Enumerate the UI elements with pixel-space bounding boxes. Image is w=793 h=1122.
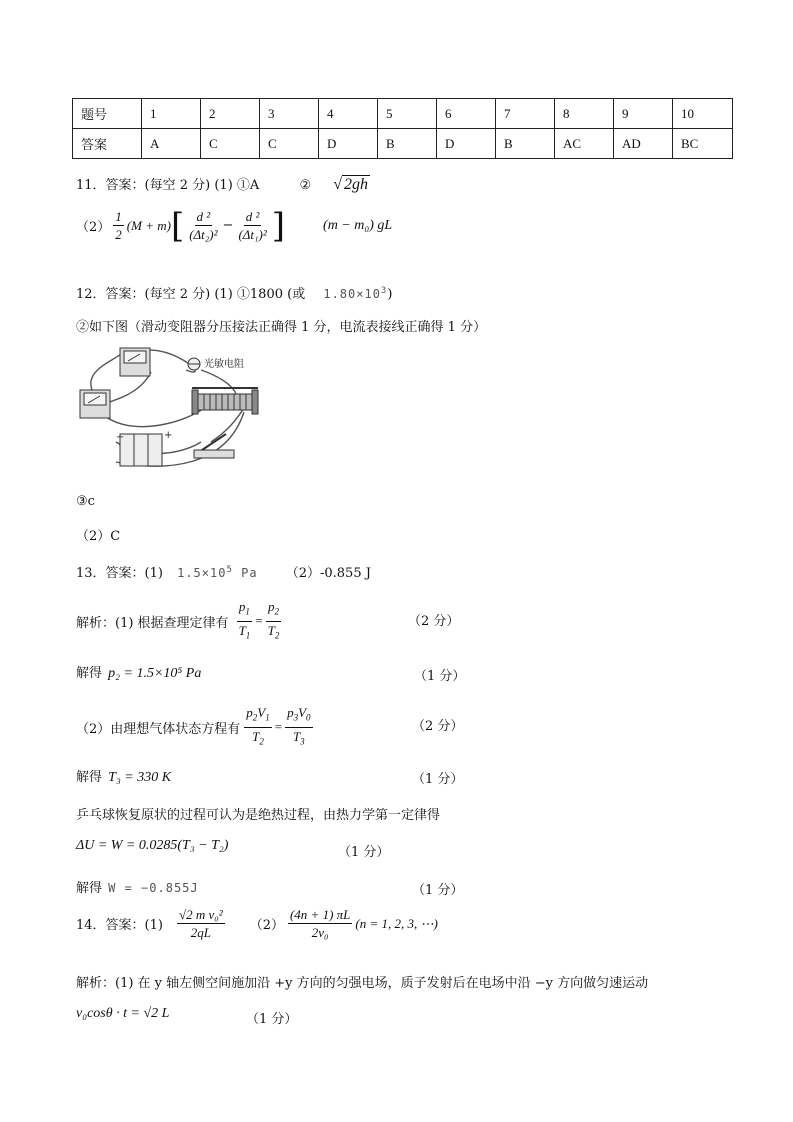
table-cell: 10 (673, 99, 733, 129)
table-cell: 6 (437, 99, 496, 129)
mass-sum: (M + m) (126, 217, 171, 233)
meter-top-icon (120, 348, 150, 376)
table-cell: B (378, 129, 437, 159)
table-cell: AC (555, 129, 614, 159)
circuit-diagram (76, 342, 266, 472)
table-cell: 9 (614, 99, 673, 129)
table-cell: D (437, 129, 496, 159)
answer-1: $1.5\times 10^5$ Pa (177, 565, 258, 580)
close-paren: ) (387, 287, 393, 302)
q13-step1: 解析：(1) 根据查理定律有 $\frac{p_1}{T_1}$ = $\frac{p_2}{T_2}$ (76, 598, 284, 644)
battery-icon (116, 430, 172, 466)
q14-equation: v₀cosθ · t = √2 L (76, 1006, 170, 1021)
score-label: （1 分） (338, 845, 390, 860)
table-cell: 答案 (73, 129, 142, 159)
table-cell: 题号 (73, 99, 142, 129)
answer-2-fraction: $\frac{(4n + 1) \pi L}{\text{2v₀}}$ (289, 907, 351, 940)
table-cell: 8 (555, 99, 614, 129)
q12-label: 12．答案：(每空 2 分) (1) ①1800 (或 (76, 287, 306, 302)
score-label: （1 分） (412, 772, 464, 787)
table-cell: AD (614, 129, 673, 159)
q13-step4: 解得 T₃ = 330 K (76, 770, 172, 785)
table-row (73, 129, 733, 159)
q13-step6-equation: ΔU = W = 0.0285(T₃ − T₂) (76, 838, 229, 853)
part-label: （2） (76, 220, 111, 235)
answer-table (72, 98, 733, 159)
table-cell: 7 (496, 99, 555, 129)
circle-two: ② (299, 178, 312, 193)
table-cell: 5 (378, 99, 437, 129)
table-cell: B (496, 129, 555, 159)
n-condition: (n = 1, 2, 3, ⋯) (355, 915, 438, 931)
right-bracket: ] (271, 205, 286, 246)
sqrt-expression: √ 2gh (333, 176, 369, 193)
table-cell: 3 (260, 99, 319, 129)
q11-answer-line (76, 174, 370, 194)
fraction-p2v1-t2: $\frac{p_2V_1}{T_2}$ (246, 705, 270, 747)
table-cell: C (260, 129, 319, 159)
half-fraction: $\frac{1}{2}$ (115, 209, 122, 242)
answer-2: （2）-0.855 J (285, 566, 371, 581)
q13-answer-line (76, 562, 371, 581)
photoresistor-label: 光敏电阻 (204, 359, 244, 370)
fraction-d-t2: $\frac{\text{d ²}}{\text{(Δt₂)²}}$ (189, 209, 218, 242)
q13-step5: 乒乓球恢复原状的过程可认为是绝热过程，由热力学第一定律得 (76, 808, 441, 823)
score-label: （1 分） (412, 883, 464, 898)
rheostat-icon (192, 388, 258, 414)
table-cell: 4 (319, 99, 378, 129)
table-cell: BC (673, 129, 733, 159)
photoresistor-icon (188, 358, 200, 370)
table-cell: C (201, 129, 260, 159)
q11-label: 11．答案：(每空 2 分) (1) ①A (76, 178, 260, 193)
sci-notation: $1.80\times 10^3$ (323, 286, 388, 301)
q13-step2: 解得 p₂ = 1.5×10⁵ Pa (76, 666, 202, 681)
svg-text:+: + (164, 430, 173, 441)
table-cell: 1 (142, 99, 201, 129)
q12-line2: ②如下图（滑动变阻器分压接法正确得 1 分，电流表接线正确得 1 分） (76, 320, 487, 335)
rhs-expression: (m − m₀) gL (323, 217, 393, 233)
meter-left-icon (80, 390, 110, 418)
q12-line3: ③c (76, 494, 95, 509)
q12-answer-line (76, 283, 392, 302)
q12-line4: （2）C (76, 529, 121, 544)
score-label: （1 分） (246, 1012, 298, 1027)
answer-1-fraction: $\frac{\text{√2 m v₀²}}{2qL}$ (178, 907, 223, 940)
score-label: （1 分） (414, 669, 466, 684)
svg-text:−: − (116, 432, 125, 443)
fraction-p3v0-t3: $\frac{p_3V_0}{T_3}$ (287, 705, 311, 747)
q13-label: 13．答案：(1) (76, 566, 163, 581)
fraction-p1-t1: $\frac{p_1}{T_1}$ (238, 599, 251, 641)
q11-part2 (76, 205, 393, 246)
q14-solution-line: 解析：(1) 在 y 轴左侧空间施加沿 +y 方向的匀强电场，质子发射后在电场中沿 −y 方向做匀速运动 (76, 976, 649, 991)
minus-sign: − (222, 218, 234, 233)
fraction-p2-t2: $\frac{p_2}{T_2}$ (267, 599, 280, 641)
left-bracket: [ (170, 205, 185, 246)
table-row (73, 99, 733, 129)
q13-step3: （2）由理想气体状态方程有 $\frac{p_2V_1}{T_2}$ = $\frac{p_3V_0}{T_3}$ (76, 704, 316, 750)
q13-step7: 解得 W = −0.855J (76, 881, 199, 896)
table-cell: 2 (201, 99, 260, 129)
fraction-d-t1: $\frac{\text{d ²}}{\text{(Δt₁)²}}$ (238, 209, 267, 242)
table-cell: A (142, 129, 201, 159)
switch-icon (194, 434, 234, 458)
score-label: （2 分） (412, 719, 464, 734)
score-label: （2 分） (408, 614, 460, 629)
q14-answer-line: 14．答案：(1) $\frac{\text{√2 m v₀²}}{2qL}$ （2） $\frac{(4n + 1) \pi L}{\text{2v₀}}$ (n = 1, 2, 3, ⋯) (76, 907, 438, 940)
table-cell: D (319, 129, 378, 159)
